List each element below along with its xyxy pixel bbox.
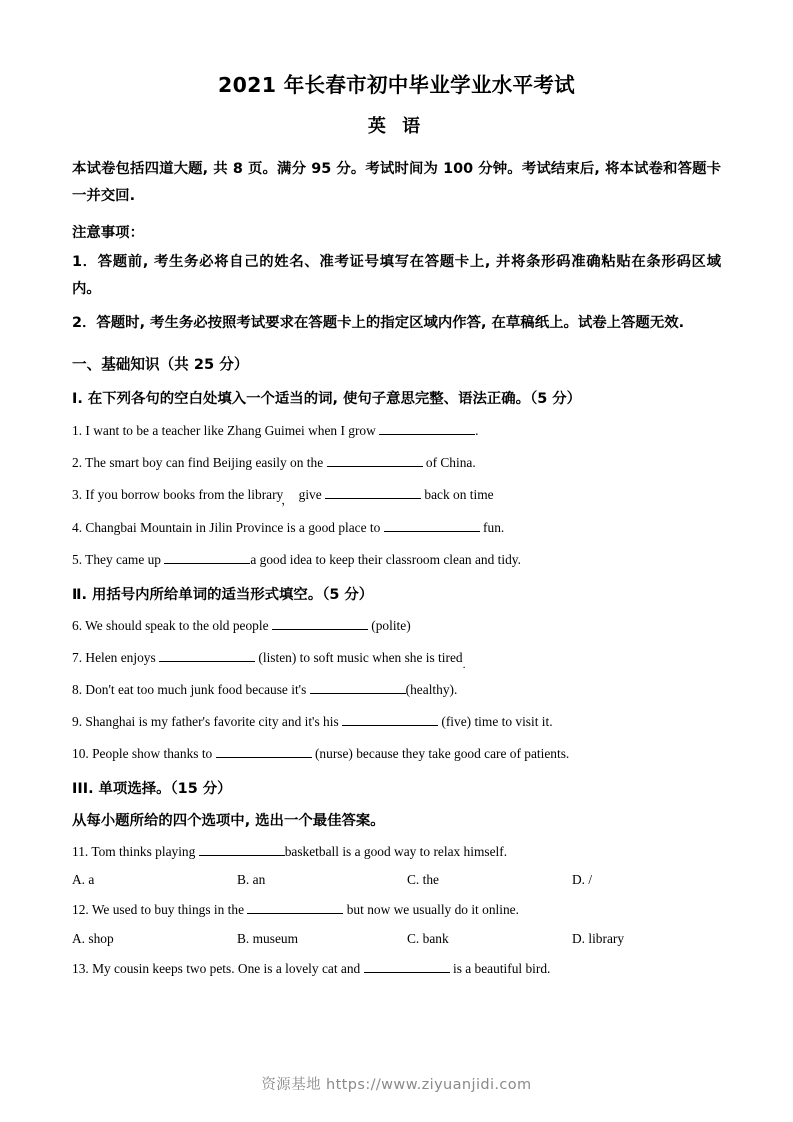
- question-11-text: Tom thinks playing: [91, 844, 196, 860]
- question-13-text: My cousin keeps two pets. One is a lovely cat and: [92, 960, 361, 976]
- question-10: [72, 744, 721, 764]
- question-1-text: I want to be a teacher like Zhang Guimei when I grow: [85, 423, 376, 439]
- part-3-instruction: 从每小题所给的四个选项中, 选出一个最佳答案。: [72, 813, 385, 830]
- question-5: [72, 550, 721, 570]
- question-4-text: Changbai Mountain in Jilin Province is a good place to: [85, 519, 381, 535]
- question-2-number: 2.: [72, 455, 83, 471]
- question-12-post: but now we usually do it online.: [346, 902, 519, 918]
- question-6: [72, 616, 721, 636]
- question-3-number: 3.: [72, 487, 83, 503]
- question-12-option-b[interactable]: B. museum: [237, 930, 299, 946]
- question-11-post: basketball is a good way to relax himself.: [284, 844, 508, 860]
- question-9-blank[interactable]: [342, 725, 438, 726]
- question-3: [72, 485, 721, 508]
- question-8-text: Don't eat too much junk food because it's: [85, 681, 307, 697]
- question-3-blank[interactable]: [325, 498, 421, 499]
- question-11-option-c[interactable]: C. the: [407, 872, 439, 888]
- question-11-blank[interactable]: [199, 855, 285, 856]
- question-1-number: 1.: [72, 423, 83, 439]
- question-9-post: (five) time to visit it.: [441, 714, 553, 730]
- question-4-post: fun.: [483, 519, 505, 535]
- question-11-option-b[interactable]: B. an: [237, 872, 266, 888]
- question-9: [72, 712, 721, 732]
- question-12-option-c[interactable]: C. bank: [407, 930, 449, 946]
- question-11: [72, 842, 721, 862]
- part-heading-2: Ⅱ. 用括号内所给单词的适当形式填空。（5 分）: [72, 586, 374, 603]
- question-12-options: [72, 931, 721, 947]
- question-11-number: 11.: [72, 844, 89, 860]
- question-8: [72, 680, 721, 700]
- page-subtitle: 英 语: [367, 116, 426, 137]
- question-10-text: People show thanks to: [92, 746, 213, 762]
- question-4: [72, 518, 721, 538]
- question-13: [72, 959, 721, 979]
- question-6-number: 6.: [72, 617, 83, 633]
- notice-item-2: 2．答题时, 考生务必按照考试要求在答题卡上的指定区域内作答, 在草稿纸上。试卷上答题无效.: [72, 314, 685, 331]
- question-10-number: 10.: [72, 746, 89, 762]
- question-12-option-a[interactable]: A. shop: [72, 930, 114, 946]
- question-12-blank[interactable]: [247, 913, 343, 914]
- question-7: [72, 648, 721, 671]
- notice-item-1: 1．答题前, 考生务必将自己的姓名、准考证号填写在答题卡上, 并将条形码准确粘贴在条形码区域内。: [72, 254, 721, 297]
- question-3-comma: ，: [281, 493, 294, 508]
- question-12: [72, 900, 721, 920]
- question-1-blank[interactable]: [379, 434, 475, 435]
- question-5-post: a good idea to keep their classroom clean and tidy.: [250, 551, 521, 567]
- question-8-number: 8.: [72, 681, 83, 697]
- question-4-blank[interactable]: [384, 531, 480, 532]
- page-title: 2021 年长春市初中毕业学业水平考试: [218, 73, 575, 97]
- question-6-post: (polite): [371, 617, 411, 633]
- question-3-text: If you borrow books from the library: [85, 487, 284, 503]
- watermark-text: 资源基地 https://www.ziyuanjidi.com: [261, 1077, 532, 1093]
- question-9-text: Shanghai is my father's favorite city and it's his: [85, 714, 339, 730]
- question-11-option-d[interactable]: D. /: [572, 872, 593, 888]
- question-11-option-a[interactable]: A. a: [72, 872, 95, 888]
- question-5-blank[interactable]: [164, 563, 250, 564]
- section-heading-one: 一、基础知识（共 25 分）: [72, 356, 249, 374]
- question-7-text: Helen enjoys: [85, 649, 156, 665]
- question-7-period: .: [462, 656, 466, 671]
- question-10-blank[interactable]: [216, 757, 312, 758]
- question-2: [72, 453, 721, 473]
- question-9-number: 9.: [72, 714, 83, 730]
- question-2-post: of China.: [425, 455, 476, 471]
- question-5-number: 5.: [72, 551, 83, 567]
- question-1: [72, 421, 721, 441]
- exam-intro: 本试卷包括四道大题, 共 8 页。满分 95 分。考试时间为 100 分钟。考试结束后, 将本试卷和答题卡一并交回.: [72, 161, 721, 204]
- question-6-text: We should speak to the old people: [85, 617, 269, 633]
- question-3-mid: give: [298, 487, 322, 503]
- question-13-post: is a beautiful bird.: [452, 960, 551, 976]
- question-8-post: (healthy).: [405, 681, 458, 697]
- question-11-options: [72, 872, 721, 888]
- question-1-post: .: [475, 423, 479, 439]
- question-13-number: 13.: [72, 960, 89, 976]
- question-8-blank[interactable]: [310, 693, 406, 694]
- question-12-option-d[interactable]: D. library: [572, 930, 625, 946]
- question-7-blank[interactable]: [159, 661, 255, 662]
- question-5-text: They came up: [85, 551, 162, 567]
- question-13-blank[interactable]: [364, 972, 450, 973]
- question-2-blank[interactable]: [327, 466, 423, 467]
- question-2-text: The smart boy can find Beijing easily on the: [85, 455, 324, 471]
- question-10-post: (nurse) because they take good care of patients.: [314, 746, 570, 762]
- question-7-number: 7.: [72, 649, 83, 665]
- question-12-text: We used to buy things in the: [91, 902, 245, 918]
- question-12-number: 12.: [72, 902, 89, 918]
- question-4-number: 4.: [72, 519, 83, 535]
- part-heading-1: I. 在下列各句的空白处填入一个适当的词, 使句子意思完整、语法正确。（5 分）: [72, 391, 582, 408]
- part-heading-3: III. 单项选择。（15 分）: [72, 781, 232, 798]
- notice-heading: 注意事项：: [72, 225, 144, 242]
- question-3-post: back on time: [424, 487, 494, 503]
- question-7-post: (listen) to soft music when she is tired: [258, 649, 463, 665]
- question-6-blank[interactable]: [272, 629, 368, 630]
